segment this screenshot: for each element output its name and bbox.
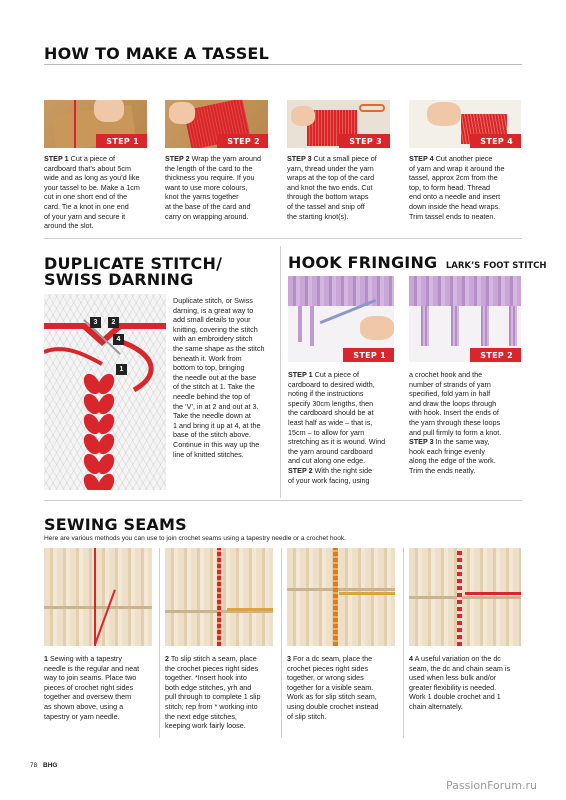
magazine-name: BHG (43, 762, 58, 769)
tassel-step4-text: STEP 4 Cut another piece of yarn and wrap it around the tassel, approx 2cm from the top, to form head. Thread end onto a needle and insert down inside the head wraps. Trim tassel ends to neaten. (409, 154, 505, 221)
tassel-step1-text: STEP 1 Cut a piece of cardboard that’s about 5cm wide and as long as you’d like your tassel to be. Make a 1cm cut in one short end of the card. Tie a knot in one end of your yarn and secure it around the slot. (44, 154, 140, 231)
hook-step1-photo (288, 276, 394, 362)
tassel-step3-text: STEP 3 Cut a small piece of yarn, thread under the yarn wraps at the top of the card and knot the two ends. Cut through the bottom wraps of the tassel and snip off the starting knot(s). (287, 154, 377, 221)
tassel-rule (44, 64, 522, 65)
duplicate-label-2: 2 (108, 317, 119, 328)
page-footer (30, 762, 58, 769)
seam-3-text: 3 For a dc seam, place the crochet pieces right sides together, or wrong sides together for a visible seam. Work as for slip stitch seam, using double crochet instead of slip stitch. (287, 654, 379, 721)
seam-divider-3 (403, 548, 404, 738)
hook-title: HOOK FRINGING (288, 253, 438, 272)
page-number: 78 (30, 762, 38, 769)
duplicate-label-3: 3 (90, 317, 101, 328)
seam-2-photo (165, 548, 273, 646)
tassel-step3-badge: STEP 3 (339, 134, 390, 148)
tassel-title: HOW TO MAKE A TASSEL (44, 44, 269, 63)
hook-step1-badge: STEP 1 (343, 348, 394, 362)
tassel-step2-photo (165, 100, 268, 148)
duplicate-text: Duplicate stitch, or Swiss darning, is a great way to add small details to your knitting, covering the stitch with an embroidery stitch the same shape as the stitch beneath it. Work from bottom to top, bringing the needle out at the base of the stitch at 1. Take the needle behind the top of the ‘V’, in at 2 and out at 3. Take the needle down at 1 and bring it up at 4, at the base of the stitch above. Continue in this way up the line of knitted stitches. (173, 296, 265, 459)
duplicate-label-1: 1 (116, 364, 127, 375)
seam-divider-1 (159, 548, 160, 738)
seam-2-text: 2 To slip stitch a seam, place the crochet pieces right sides together. *Insert hook into both edge stitches, yrh and pull through to complete 1 slip stitch; rep from * working into the next edge stitches, keeping work fairly loose. (165, 654, 261, 731)
seams-intro: Here are various methods you can use to join crochet seams using a tapestry needle or a crochet hook. (44, 535, 347, 542)
seams-title: SEWING SEAMS (44, 515, 187, 534)
duplicate-title-line2: SWISS DARNING (44, 270, 194, 289)
tassel-step2-text: STEP 2 Wrap the yarn around the length of the card to the thickness you require. If you want to use more colours, knot the yarns together at the base of the card and carry on wrapping around. (165, 154, 262, 221)
hook-subtitle: LARK’S FOOT STITCH (445, 261, 547, 271)
section-divider-2 (44, 500, 522, 501)
duplicate-label-4: 4 (113, 334, 124, 345)
watermark: PassionForum.ru (446, 779, 537, 792)
seam-4-text: 4 A useful variation on the dc seam, the dc and chain seam is used when less bulk and/or greater flexibility is needed. Work 1 double crochet and 1 chain alternately. (409, 654, 511, 711)
tassel-step3-photo (287, 100, 390, 148)
hook-title-row (288, 254, 547, 273)
duplicate-title-line1: DUPLICATE STITCH/ (44, 254, 223, 273)
seam-4-photo (409, 548, 521, 646)
hook-step2-photo (409, 276, 521, 362)
hook-col1-text: STEP 1 Cut a piece of cardboard to desired width, noting if the instructions specify 30cm lengths, then the cardboard should be at least half as wide – that is, 15cm – to allow for yarn stretching as it is wound. Wind the yarn around cardboard and cut along one edge. STEP 2 With the right side of your work facing, using (288, 370, 386, 485)
seam-3-photo (287, 548, 395, 646)
duplicate-stitch-photo (44, 294, 166, 490)
tassel-step4-photo (409, 100, 521, 148)
tassel-step1-badge: STEP 1 (96, 134, 147, 148)
section-divider-1 (44, 238, 522, 239)
hook-col2-text: a crochet hook and the number of strands of yarn specified, fold yarn in half and draw the loops through with hook. Insert the ends of the yarn through these loops and pull firmly to form a knot. STEP 3 In the same way, hook each fringe evenly along the edge of the work. Trim the ends neatly. (409, 370, 502, 475)
hook-step2-badge: STEP 2 (470, 348, 521, 362)
tassel-step2-badge: STEP 2 (217, 134, 268, 148)
seam-1-text: 1 Sewing with a tapestry needle is the regular and neat way to join seams. Place two pieces of crochet right sides together and oversew them as shown above, using a tapestry or yarn needle. (44, 654, 140, 721)
tassel-step1-photo (44, 100, 147, 148)
seam-divider-2 (281, 548, 282, 738)
tassel-step4-badge: STEP 4 (470, 134, 521, 148)
seam-1-photo (44, 548, 152, 646)
section-vdivider (280, 246, 281, 498)
